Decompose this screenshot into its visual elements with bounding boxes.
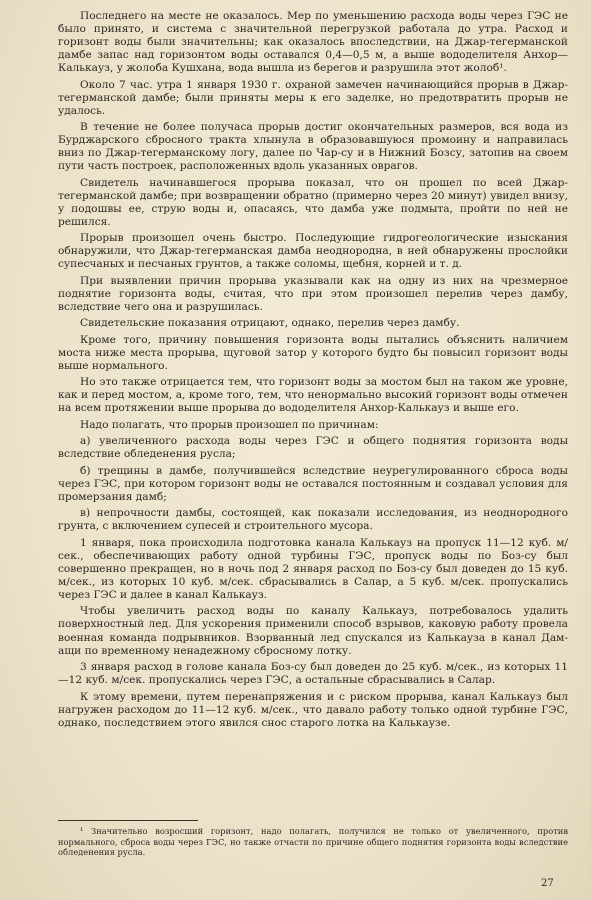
list-item: в) непрочности дамбы, состоящей, как показали исследования, из неоднородного грунта, с включением супесей и строительного мусора. [58,507,568,533]
paragraph: Кроме того, причину повышения горизонта воды пытались объяснить наличием моста ниже места прорыва, щуговой затор у которого будто бы повысил горизонт воды выше нормального. [58,333,568,372]
paragraph: Надо полагать, что прорыв произошел по причинам: [80,418,379,431]
paragraph: Свидетель начинавшегося прорыва показал, что он прошел по всей Джар-тегерманской дамбе; при возвращении обратно (примерно через 20 минут) увидел внизу, у подошвы ее, струю воды и, опасаясь, что дамба уже подмыта, пройти по ней не решился. [58,176,568,228]
paragraph: К этому времени, путем перенапряжения и с риском прорыва, канал Калькауз был нагружен расходом до 11—12 куб. м/сек., что давало работу только одной турбине ГЭС, однако, последствием этого явился снос старого лотка на Калькаузе. [58,690,568,729]
list-item: б) трещины в дамбе, получившейся вследствие неурегулированного сброса воды через ГЭС, при котором горизонт воды не оставался постоянным и создавал условия для промерзания дамб; [58,464,568,503]
paragraph: Свидетельские показания отрицают, однако, перелив через дамбу. [80,317,460,330]
page-number: 27 [541,878,554,889]
paragraph: При выявлении причин прорыва указывали как на одну из них на чрезмерное поднятие горизонта воды, считая, что при этом произошел перелив через дамбу, вследствие чего она и разрушилась. [58,274,568,313]
paragraph: Но это также отрицается тем, что горизонт воды за мостом был на таком же уровне, как и перед мостом, а, кроме того, тем, что ненормально высокий горизонт воды отмечен на всем протяжении выше прорыва до вододелителя Анхор-Калькауз и выше его. [58,376,568,415]
paragraph: 1 января, пока происходила подготовка канала Калькауз на пропуск 11—12 куб. м/сек., обеспечивающих работу одной турбины ГЭС, пропуск воды по Боз-су был совершенно прекращен, но в ночь под 2 января расход по Боз-су был доведен до 15 куб. м/сек., из которых 10 куб. м/сек. сбрасывались в Салар, а 5 куб. м/сек. пропускались через ГЭС и далее в канал Калькауз. [58,536,568,601]
paragraph: Последнего на месте не оказалось. Мер по уменьшению расхода воды через ГЭС не было принято, и система с значительной перегрузкой работала до утра. Расход и горизонт воды были значительны; как оказалось впоследствии, на Джар-тегерманской дамбе запас над горизонтом воды оставался 0,4—0,5 м, а выше вододелителя Анхор—Калькауз, у жолоба Кушхана, вода вышла из берегов и разрушила этот жолоб¹. [58,10,568,75]
paragraph: 3 января расход в голове канала Боз-су был доведен до 25 куб. м/сек., из которых 11—12 куб. м/сек. пропускались через ГЭС, а остальные сбрасывались в Салар. [58,661,568,687]
main-text [58,10,568,733]
paragraph: В течение не более получаса прорыв достиг окончательных размеров, вся вода из Бурджарского сбросного тракта хлынула в образовавшуюся промоину и направилась вниз по Джар-тегерманскому логу, далее по Чар-су и в Нижний Бозсу, затопив на своем пути часть построек, расположенных вдоль указанных оврагов. [58,121,568,173]
list-item: а) увеличенного расхода воды через ГЭС и общего поднятия горизонта воды вследствие обледенения русла; [58,435,568,461]
paragraph: Прорыв произошел очень быстро. Последующие гидрогеологические изыскания обнаружили, что Джар-тегерманская дамба неоднородна, в ней обнаружены прослойки супесчаных и песчаных грунтов, а также соломы, щебня, корней и т. д. [58,232,568,271]
footnote: ¹ Значительно возросший горизонт, надо полагать, получился не только от увеличенного, против нормального, сброса воды через ГЭС, но также отчасти по причине общего поднятия горизонта воды вследствие обледенения русла. [58,826,568,857]
paragraph: Около 7 час. утра 1 января 1930 г. охраной замечен начинающийся прорыв в Джар-тегерманской дамбе; были приняты меры к его заделке, но предотвратить прорыв не удалось. [58,78,568,117]
footnote-divider [58,820,198,821]
paragraph: Чтобы увеличить расход воды по каналу Калькауз, потребовалось удалить поверхностный лед. Для ускорения применили способ взрывов, каковую работу провела военная команда подрывников. Взорванный лед спускался из Калькауза в канал Дам-ащи по временному ненадежному сбросному лотку. [58,605,568,657]
